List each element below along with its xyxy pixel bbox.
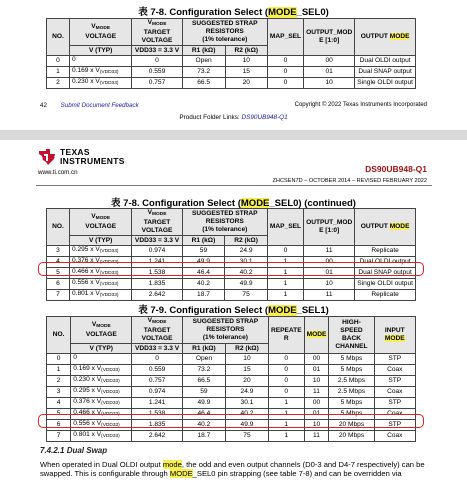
- table-body: [47, 56, 416, 89]
- table-cell-v: 0.230 x $V_{(VDD33)}$: [69, 78, 131, 89]
- table-cell-no: 5: [47, 409, 71, 420]
- col-header-v-typ: V (TYP): [69, 236, 131, 246]
- col-header-input-mode: INPUT MODE: [374, 317, 415, 354]
- table-cell-om: 01: [304, 67, 355, 78]
- col-header-strap: SUGGESTED STRAP RESISTORS (1% tolerance): [182, 209, 267, 236]
- table-cell-rep: 1: [268, 409, 304, 420]
- table-row: [47, 398, 416, 409]
- table-cell-target: 1.538: [132, 268, 182, 279]
- table-cell-target: 2.642: [132, 431, 183, 442]
- copyright-notice: Copyright © 2022 Texas Instruments Incorporated: [294, 102, 427, 108]
- table-cell-hs: 2.5 Mbps: [329, 387, 374, 398]
- table-cell-r1: 49.9: [182, 257, 225, 268]
- table-cell-mode: 00: [304, 398, 329, 409]
- table-row: [47, 78, 416, 89]
- table-cell-map: 1: [267, 268, 303, 279]
- table-cell-v: 0.295 x $V_{(VDD33)}$: [69, 246, 131, 257]
- col-header-map-sel: MAP_SEL: [267, 209, 303, 246]
- table-cell-map: 0: [267, 67, 303, 78]
- document-page-1: [0, 0, 467, 130]
- table-row: [47, 354, 416, 365]
- table-title: [0, 7, 467, 18]
- table-cell-target: 0: [132, 354, 183, 365]
- col-header-vmode: $V_{MODE}$ VOLTAGE: [69, 209, 131, 236]
- table-cell-input: STP: [374, 376, 415, 387]
- table-cell-rep: 0: [268, 354, 304, 365]
- table-cell-r1: 59: [182, 387, 225, 398]
- ti-website: www.ti.com.cn: [38, 169, 78, 176]
- table-cell-r2: 20: [225, 78, 267, 89]
- document-revision: ZHCSEN7D – OCTOBER 2014 – REVISED FEBRUARY 2022: [272, 178, 427, 184]
- table-cell-mode: 01: [304, 365, 329, 376]
- table-cell-hs: 5 Mbps: [329, 398, 374, 409]
- col-header-mode: MODE: [304, 317, 329, 354]
- table-cell-no: 1: [47, 365, 71, 376]
- table-cell-rep: 1: [268, 398, 304, 409]
- table-cell-hs: 20 Mbps: [329, 431, 374, 442]
- table-cell-om: 11: [304, 290, 355, 301]
- table-cell-input: STP: [374, 398, 415, 409]
- table-cell-hs: 5 Mbps: [329, 354, 374, 365]
- ti-wordmark: TEXAS INSTRUMENTS: [60, 147, 125, 166]
- table-cell-map: 0: [267, 56, 303, 67]
- table-cell-v: 0.169 x $V_{(VDD33)}$: [71, 365, 132, 376]
- table-cell-target: 1.835: [132, 279, 182, 290]
- col-header-no: NO.: [47, 317, 71, 354]
- table-cell-map: 0: [267, 78, 303, 89]
- document-page-2: [0, 140, 467, 480]
- col-header-target: $V_{MODE}$ TARGET VOLTAGE: [132, 19, 182, 46]
- table-cell-no: 7: [47, 431, 71, 442]
- table-cell-target: 1.241: [132, 398, 183, 409]
- table-cell-mode: 00: [304, 354, 329, 365]
- table-cell-no: 5: [47, 268, 70, 279]
- table-cell-hs: 5 Mbps: [329, 365, 374, 376]
- col-header-map-sel: MAP_SEL: [267, 19, 303, 56]
- col-header-v-typ: V (TYP): [71, 344, 132, 354]
- table-cell-om: 00: [304, 56, 355, 67]
- table-cell-mode: 11: [304, 431, 329, 442]
- col-header-high-speed: HIGH-SPEED BACK CHANNEL: [329, 317, 374, 354]
- col-header-r2: R2 (kΩ): [225, 236, 268, 246]
- table-cell-target: 0.974: [132, 246, 182, 257]
- table-cell-r1: 46.4: [182, 268, 225, 279]
- table-cell-v: 0.556 x $V_{(VDD33)}$: [69, 279, 131, 290]
- page-number: 42: [40, 102, 47, 109]
- table-cell-om: 10: [304, 279, 355, 290]
- table-cell-r2: 15: [225, 67, 267, 78]
- table-row: [47, 376, 416, 387]
- table-cell-r2: 30.1: [225, 257, 268, 268]
- col-header-vdd33: VDD33 = 3.3 V: [132, 344, 183, 354]
- table-cell-v: 0.801 x $V_{(VDD33)}$: [69, 290, 131, 301]
- col-header-no: NO.: [47, 19, 70, 56]
- table-cell-input: STP: [374, 354, 415, 365]
- col-header-vmode: $V_{MODE}$ VOLTAGE: [71, 317, 132, 344]
- col-header-r1: R1 (kΩ): [182, 236, 225, 246]
- table-cell-rep: 0: [268, 365, 304, 376]
- col-header-output-mode-bits: OUTPUT_MOD E [1:0]: [304, 19, 355, 56]
- table-cell-r1: 18.7: [182, 431, 225, 442]
- table-title-prefix: 表 7-8. Configuration Select (: [138, 7, 269, 18]
- page-footer-left: [40, 102, 139, 109]
- table-cell-r1: 59: [182, 246, 225, 257]
- col-header-vdd33: VDD33 = 3.3 V: [132, 236, 182, 246]
- table-cell-target: 2.642: [132, 290, 182, 301]
- body-paragraph: When operated in Dual OLDI output mode, the odd and even output channels (D0-3 and D4-7 respectively) can be swapped. This is configurable through MODE_SEL0 pin strapping (see table 7-8) and can be overridden via: [40, 460, 425, 478]
- table-cell-input: Coax: [374, 365, 415, 376]
- highlight-box-row5: [38, 262, 424, 276]
- table-cell-r2: 24.9: [226, 387, 269, 398]
- col-header-v-typ: V (TYP): [69, 46, 131, 56]
- table-cell-desc: Single OLDI output: [355, 78, 416, 89]
- table-cell-desc: Replicate: [355, 290, 416, 301]
- col-header-output-mode: OUTPUT MODE: [355, 19, 416, 56]
- table-cell-r2: 75: [225, 290, 268, 301]
- table-row: [47, 431, 416, 442]
- table-cell-no: 3: [47, 246, 70, 257]
- col-header-r1: R1 (kΩ): [182, 46, 225, 56]
- table-cell-r2: 10: [225, 56, 267, 67]
- table-cell-map: 1: [267, 290, 303, 301]
- col-header-target: $V_{MODE}$ TARGET VOLTAGE: [132, 209, 182, 236]
- product-folder-link[interactable]: DS90UB948-Q1: [241, 114, 288, 121]
- table-cell-v: 0.556 x $V_{(VDD33)}$: [71, 420, 132, 431]
- table-cell-desc: Dual OLDI output: [355, 257, 416, 268]
- table-cell-map: 1: [267, 279, 303, 290]
- table-cell-r2: 75: [226, 431, 269, 442]
- table-cell-r1: 73.2: [182, 365, 225, 376]
- table-cell-rep: 0: [268, 387, 304, 398]
- table-cell-target: 0.559: [132, 67, 182, 78]
- table-cell-input: STP: [374, 420, 415, 431]
- table-cell-r1: 46.4: [182, 409, 225, 420]
- table-row: [47, 387, 416, 398]
- table-cell-no: 0: [47, 354, 71, 365]
- table-cell-target: 1.538: [132, 409, 183, 420]
- config-table-mode-sel0-continued: [46, 208, 416, 301]
- table-cell-r1: 66.5: [182, 78, 225, 89]
- col-header-output-mode-bits: OUTPUT_MOD E [1:0]: [304, 209, 355, 246]
- table-cell-no: 7: [47, 290, 70, 301]
- table-title-suffix: _SEL0): [296, 7, 329, 18]
- table-cell-no: 4: [47, 257, 70, 268]
- col-header-repeater: REPEATE R: [268, 317, 304, 354]
- table-cell-no: 2: [47, 78, 70, 89]
- table-cell-target: 0: [132, 56, 182, 67]
- table-cell-mode: 10: [304, 420, 329, 431]
- table-cell-target: 0.974: [132, 387, 183, 398]
- table-cell-map: 1: [267, 257, 303, 268]
- table-cell-desc: Single OLDI output: [355, 279, 416, 290]
- table-cell-v: 0.230 x $V_{(VDD33)}$: [71, 376, 132, 387]
- product-folder-links: Product Folder Links: DS90UB948-Q1: [179, 114, 288, 121]
- table-cell-r2: 40.2: [225, 268, 268, 279]
- table-cell-no: 4: [47, 398, 71, 409]
- table-cell-no: 3: [47, 387, 71, 398]
- table-cell-desc: Replicate: [355, 246, 416, 257]
- table-cell-r1: 40.2: [182, 279, 225, 290]
- col-header-no: NO.: [47, 209, 70, 246]
- table-cell-r1: Open: [182, 354, 225, 365]
- table-cell-r2: 24.9: [225, 246, 268, 257]
- table-cell-v: 0.376 x $V_{(VDD33)}$: [69, 257, 131, 268]
- table-cell-rep: 1: [268, 420, 304, 431]
- table-cell-r1: 66.5: [182, 376, 225, 387]
- table-cell-r2: 10: [226, 354, 269, 365]
- table-cell-r2: 20: [226, 376, 269, 387]
- table-cell-r2: 49.9: [226, 420, 269, 431]
- table-cell-target: 1.241: [132, 257, 182, 268]
- table-cell-input: Coax: [374, 409, 415, 420]
- table-cell-rep: 0: [268, 376, 304, 387]
- table-cell-om: 01: [304, 268, 355, 279]
- table-cell-v: 0.376 x $V_{(VDD33)}$: [71, 398, 132, 409]
- table-body: [47, 354, 416, 442]
- table-cell-no: 6: [47, 279, 70, 290]
- table-cell-r1: 18.7: [182, 290, 225, 301]
- table-cell-r1: 73.2: [182, 67, 225, 78]
- table-row: [47, 246, 416, 257]
- highlight-box-row6: [38, 414, 424, 428]
- table-cell-mode: 01: [304, 409, 329, 420]
- table-cell-v: 0: [71, 354, 132, 365]
- table-cell-target: 0.559: [132, 365, 183, 376]
- table-cell-v: 0.295 x $V_{(VDD33)}$: [71, 387, 132, 398]
- col-header-target: $V_{MODE}$ TARGET VOLTAGE: [132, 317, 183, 344]
- table-cell-r1: Open: [182, 56, 225, 67]
- table-row: [47, 365, 416, 376]
- col-header-r1: R1 (kΩ): [182, 344, 225, 354]
- table-cell-r1: 40.2: [182, 420, 225, 431]
- table-row: [47, 290, 416, 301]
- table-cell-v: 0.466 x $V_{(VDD33)}$: [71, 409, 132, 420]
- col-header-strap: SUGGESTED STRAP RESISTORS (1% tolerance): [182, 317, 268, 344]
- table-cell-r1: 49.9: [182, 398, 225, 409]
- table-cell-r2: 49.9: [225, 279, 268, 290]
- table-cell-no: 0: [47, 56, 70, 67]
- table-cell-target: 0.757: [132, 78, 182, 89]
- table-cell-v: 0: [69, 56, 131, 67]
- table-cell-r2: 40.2: [226, 409, 269, 420]
- table-cell-mode: 11: [304, 387, 329, 398]
- table2-title: 表 7-9. Configuration Select (MODE_SEL1): [138, 305, 329, 316]
- table-cell-v: 0.801 x $V_{(VDD33)}$: [71, 431, 132, 442]
- table-cell-no: 6: [47, 420, 71, 431]
- table-cell-map: 0: [267, 246, 303, 257]
- col-header-vmode: $V_{MODE}$ VOLTAGE: [69, 19, 131, 46]
- table-cell-desc: Dual OLDI output: [355, 56, 416, 67]
- table-row: [47, 279, 416, 290]
- document-id: DS90UB948-Q1: [365, 164, 427, 174]
- table-cell-rep: 1: [268, 431, 304, 442]
- table-cell-hs: 5 Mbps: [329, 409, 374, 420]
- ti-logo-icon: [38, 148, 57, 166]
- table-cell-no: 2: [47, 376, 71, 387]
- table-row: [47, 56, 416, 67]
- col-header-strap: SUGGESTED STRAP RESISTORS (1% tolerance): [182, 19, 267, 46]
- table-row: [47, 67, 416, 78]
- table-cell-no: 1: [47, 67, 70, 78]
- table-cell-v: 0.466 x $V_{(VDD33)}$: [69, 268, 131, 279]
- section-title: 7.4.2.1 Dual Swap: [40, 446, 108, 455]
- table1-title: 表 7-8. Configuration Select (MODE_SEL0) (continued): [111, 198, 356, 209]
- table-cell-input: Coax: [374, 431, 415, 442]
- col-header-vdd33: VDD33 = 3.3 V: [132, 46, 182, 56]
- col-header-r2: R2 (kΩ): [225, 46, 267, 56]
- table-cell-om: 10: [304, 78, 355, 89]
- table-cell-mode: 10: [304, 376, 329, 387]
- header-divider: [36, 185, 432, 186]
- table-cell-desc: Dual SNAP output: [355, 67, 416, 78]
- table-cell-target: 0.757: [132, 376, 183, 387]
- table-title-highlight: MODE: [268, 7, 297, 18]
- table-cell-desc: Dual SNAP output: [355, 268, 416, 279]
- table-cell-om: 00: [304, 257, 355, 268]
- table-cell-r2: 30.1: [226, 398, 269, 409]
- table-cell-input: Coax: [374, 387, 415, 398]
- table-cell-hs: 2.5 Mbps: [329, 376, 374, 387]
- col-header-output-mode: OUTPUT MODE: [355, 209, 416, 246]
- table-cell-target: 1.835: [132, 420, 183, 431]
- config-table-mode-sel0: [46, 18, 416, 89]
- table-cell-hs: 20 Mbps: [329, 420, 374, 431]
- table-cell-om: 11: [304, 246, 355, 257]
- col-header-r2: R2 (kΩ): [226, 344, 269, 354]
- table-cell-r2: 15: [226, 365, 269, 376]
- table-cell-v: 0.169 x $V_{(VDD33)}$: [69, 67, 131, 78]
- submit-feedback-link[interactable]: Submit Document Feedback: [60, 102, 139, 109]
